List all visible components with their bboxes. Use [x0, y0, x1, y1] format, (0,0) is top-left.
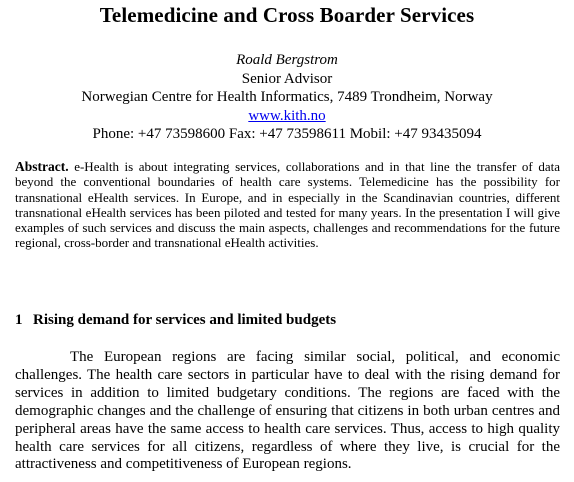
author-block: [0, 51, 574, 144]
section-number: 1: [15, 312, 23, 328]
abstract: [15, 159, 560, 251]
section-heading: [15, 311, 336, 329]
section-title: Rising demand for services and limited budgets: [33, 312, 337, 328]
abstract-label: Abstract.: [15, 159, 69, 174]
author-affiliation: Norwegian Centre for Health Informatics, 7489 Trondheim, Norway: [81, 89, 493, 105]
paper-title: Telemedicine and Cross Boarder Services: [99, 3, 475, 27]
author-contact: Phone: +47 73598600 Fax: +47 73598611 Mobil: +47 93435094: [92, 126, 482, 142]
abstract-text: e-Health is about integrating services, collaborations and in that line the transfer of data beyond the conventional boundaries of health care systems. Telemedicine has the possibility for transnational eHealth services. In Europe, and in especially in the Scandinavian countries, different transnational eHealth services has been piloted and tested for many years. In the presentation I will give examples of such services and discuss the main aspects, challenges and recommendations for the future regional, cross-border and transnational eHealth activities.: [15, 159, 560, 251]
author-role: Senior Advisor: [241, 70, 333, 87]
website-link[interactable]: www.kith.no: [248, 107, 326, 124]
body-paragraph: The European regions are facing similar social, political, and economic challenges. The health care sectors in particular have to deal with the rising demand for services in addition to limited budgetary conditions. The regions are faced with the demographic changes and the challenge of ensuring that citizens in both urban centres and peripheral areas have the same access to health care services. Thus, access to high quality health care services for all citizens, regardless of where they live, is crucial for the attractiveness and competitiveness of European regions.: [15, 349, 560, 473]
author-name: Roald Bergstrom: [236, 52, 338, 68]
